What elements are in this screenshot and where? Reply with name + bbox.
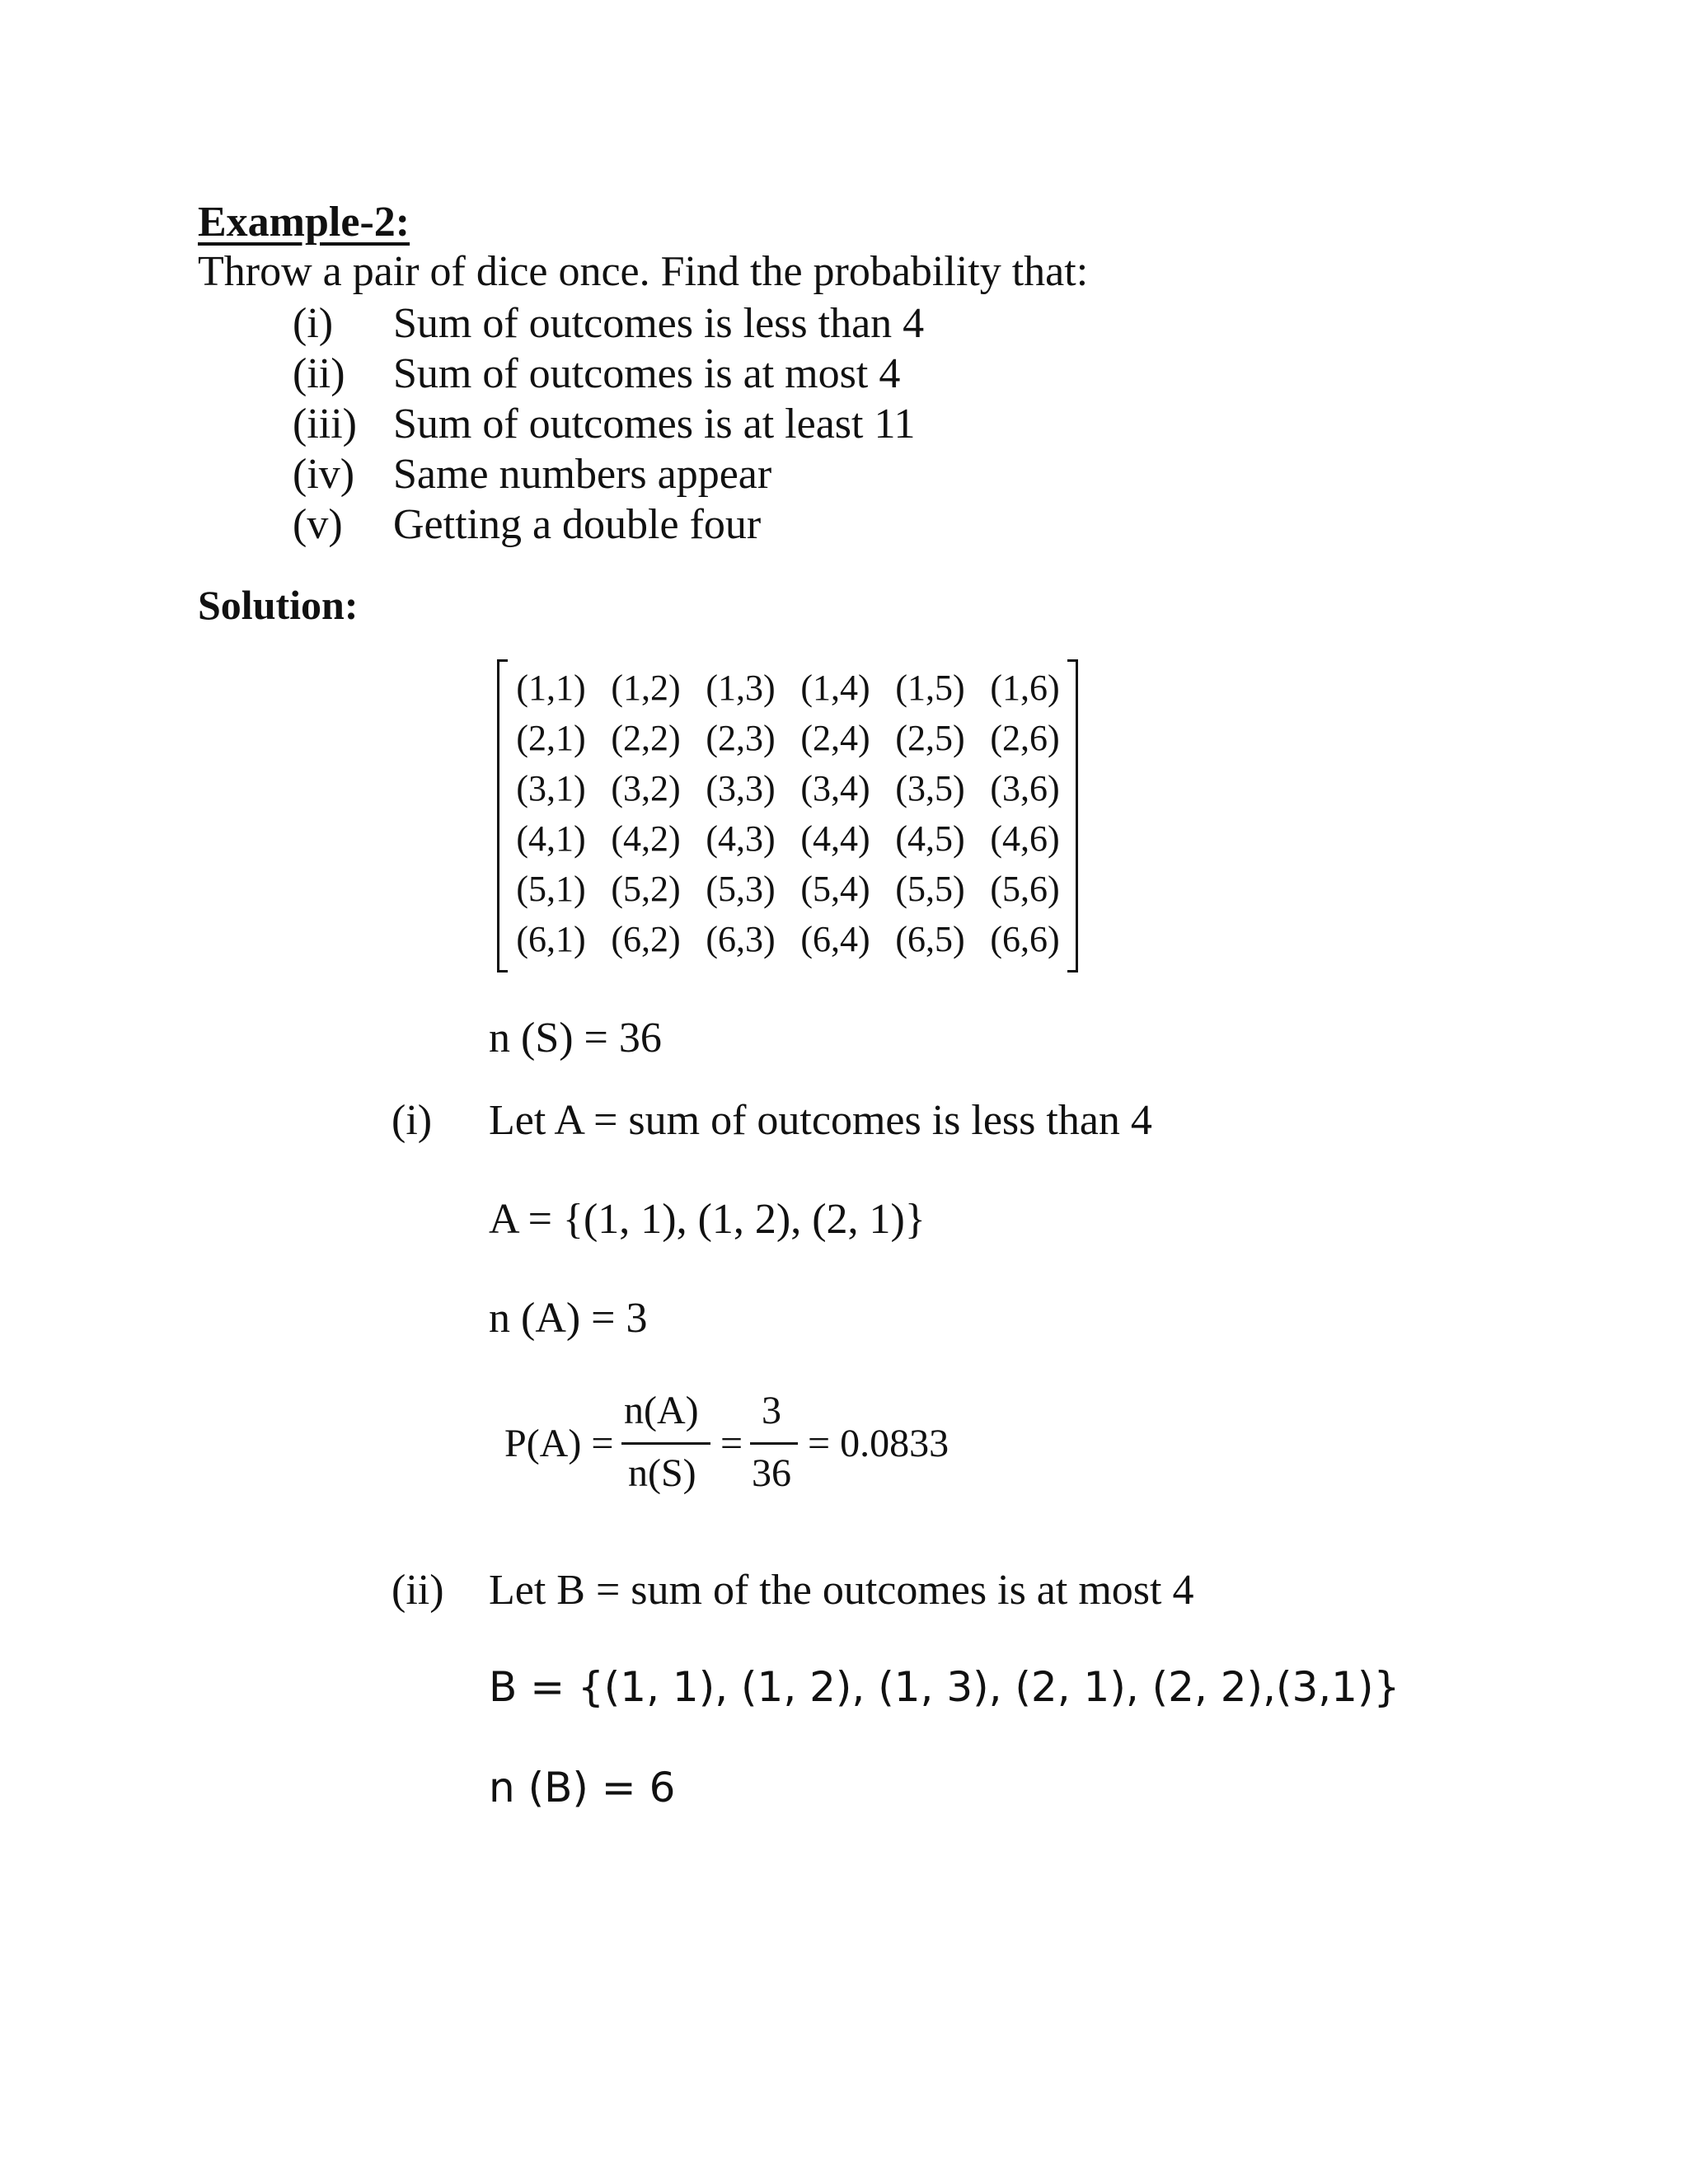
probability-result: = 0.0833 [808, 1422, 950, 1465]
matrix-cell: (1,6) [990, 668, 1060, 708]
matrix-cell: (4,1) [516, 818, 586, 859]
sub-question [293, 298, 924, 349]
matrix-cell: (2,3) [706, 718, 776, 758]
matrix-cell: (5,3) [706, 869, 776, 909]
matrix-cell: (6,3) [706, 919, 776, 959]
matrix-cell: (3,4) [800, 768, 870, 808]
set-b: B = {(1, 1), (1, 2), (1, 3), (2, 1), (2, 2),(3,1)} [489, 1663, 1400, 1711]
value-denominator: 36 [752, 1451, 791, 1495]
equals-sign: = [720, 1422, 743, 1465]
matrix-grid [504, 663, 1072, 964]
matrix-cell: (6,5) [895, 919, 965, 959]
matrix-cell: (3,1) [516, 768, 586, 808]
probability-formula [504, 1386, 999, 1510]
sub-question-text: Sum of outcomes is less than 4 [393, 300, 925, 347]
sub-question [293, 499, 924, 550]
matrix-cell: (5,5) [895, 869, 965, 909]
sub-question [293, 349, 924, 399]
sub-question-number: (i) [293, 300, 334, 347]
matrix-cell: (3,3) [706, 768, 776, 808]
matrix-cell: (5,6) [990, 869, 1060, 909]
probability-lhs: P(A) = [504, 1422, 614, 1465]
matrix-cell: (5,4) [800, 869, 870, 909]
part-ii-statement: Let B = sum of the outcomes is at most 4 [489, 1567, 1194, 1614]
sub-question-list [293, 298, 924, 550]
matrix-cell: (3,5) [895, 768, 965, 808]
solution-label: Solution: [198, 582, 359, 628]
matrix-cell: (1,4) [800, 668, 870, 708]
sub-question-number: (iv) [293, 451, 355, 498]
sub-question-text: Sum of outcomes is at least 11 [393, 401, 916, 448]
matrix-cell: (4,6) [990, 818, 1060, 859]
sub-question [293, 399, 924, 449]
fraction-denominator: n(S) [628, 1451, 696, 1495]
matrix-cell: (6,6) [990, 919, 1060, 959]
matrix-cell: (2,5) [895, 718, 965, 758]
part-i-statement: Let A = sum of outcomes is less than 4 [489, 1097, 1152, 1144]
matrix-cell: (3,2) [611, 768, 681, 808]
matrix-cell: (2,1) [516, 718, 586, 758]
fraction-bar [621, 1442, 710, 1445]
matrix-cell: (6,2) [611, 919, 681, 959]
sub-question-text: Same numbers appear [393, 451, 772, 498]
sample-space-count: n (S) = 36 [489, 1015, 662, 1062]
sub-question-text: Getting a double four [393, 501, 762, 548]
example-title: Example-2: [198, 199, 410, 246]
matrix-cell: (4,5) [895, 818, 965, 859]
matrix-cell: (5,1) [516, 869, 586, 909]
sub-question [293, 449, 924, 499]
sub-question-number: (v) [293, 501, 343, 548]
matrix-cell: (1,1) [516, 668, 586, 708]
sub-question-number: (iii) [293, 401, 357, 448]
matrix-cell: (1,3) [706, 668, 776, 708]
matrix-cell: (4,2) [611, 818, 681, 859]
set-a-count: n (A) = 3 [489, 1295, 648, 1342]
matrix-cell: (4,3) [706, 818, 776, 859]
question-text: Throw a pair of dice once. Find the probability that: [198, 248, 1089, 295]
value-fraction-bar [750, 1442, 798, 1445]
set-b-count: n (B) = 6 [489, 1764, 676, 1811]
matrix-cell: (6,1) [516, 919, 586, 959]
matrix-cell: (3,6) [990, 768, 1060, 808]
matrix-cell: (1,2) [611, 668, 681, 708]
sub-question-text: Sum of outcomes is at most 4 [393, 350, 901, 397]
value-numerator: 3 [762, 1389, 781, 1432]
matrix-cell: (2,2) [611, 718, 681, 758]
matrix-cell: (1,5) [895, 668, 965, 708]
fraction-numerator: n(A) [624, 1389, 699, 1432]
matrix-cell: (5,2) [611, 869, 681, 909]
matrix-cell: (2,4) [800, 718, 870, 758]
matrix-cell: (6,4) [800, 919, 870, 959]
sub-question-number: (ii) [293, 350, 345, 397]
part-ii-label: (ii) [392, 1567, 444, 1614]
part-i-label: (i) [392, 1097, 433, 1144]
matrix-cell: (4,4) [800, 818, 870, 859]
matrix-cell: (2,6) [990, 718, 1060, 758]
set-a: A = {(1, 1), (1, 2), (2, 1)} [489, 1196, 926, 1243]
sample-space-matrix [497, 659, 1078, 972]
